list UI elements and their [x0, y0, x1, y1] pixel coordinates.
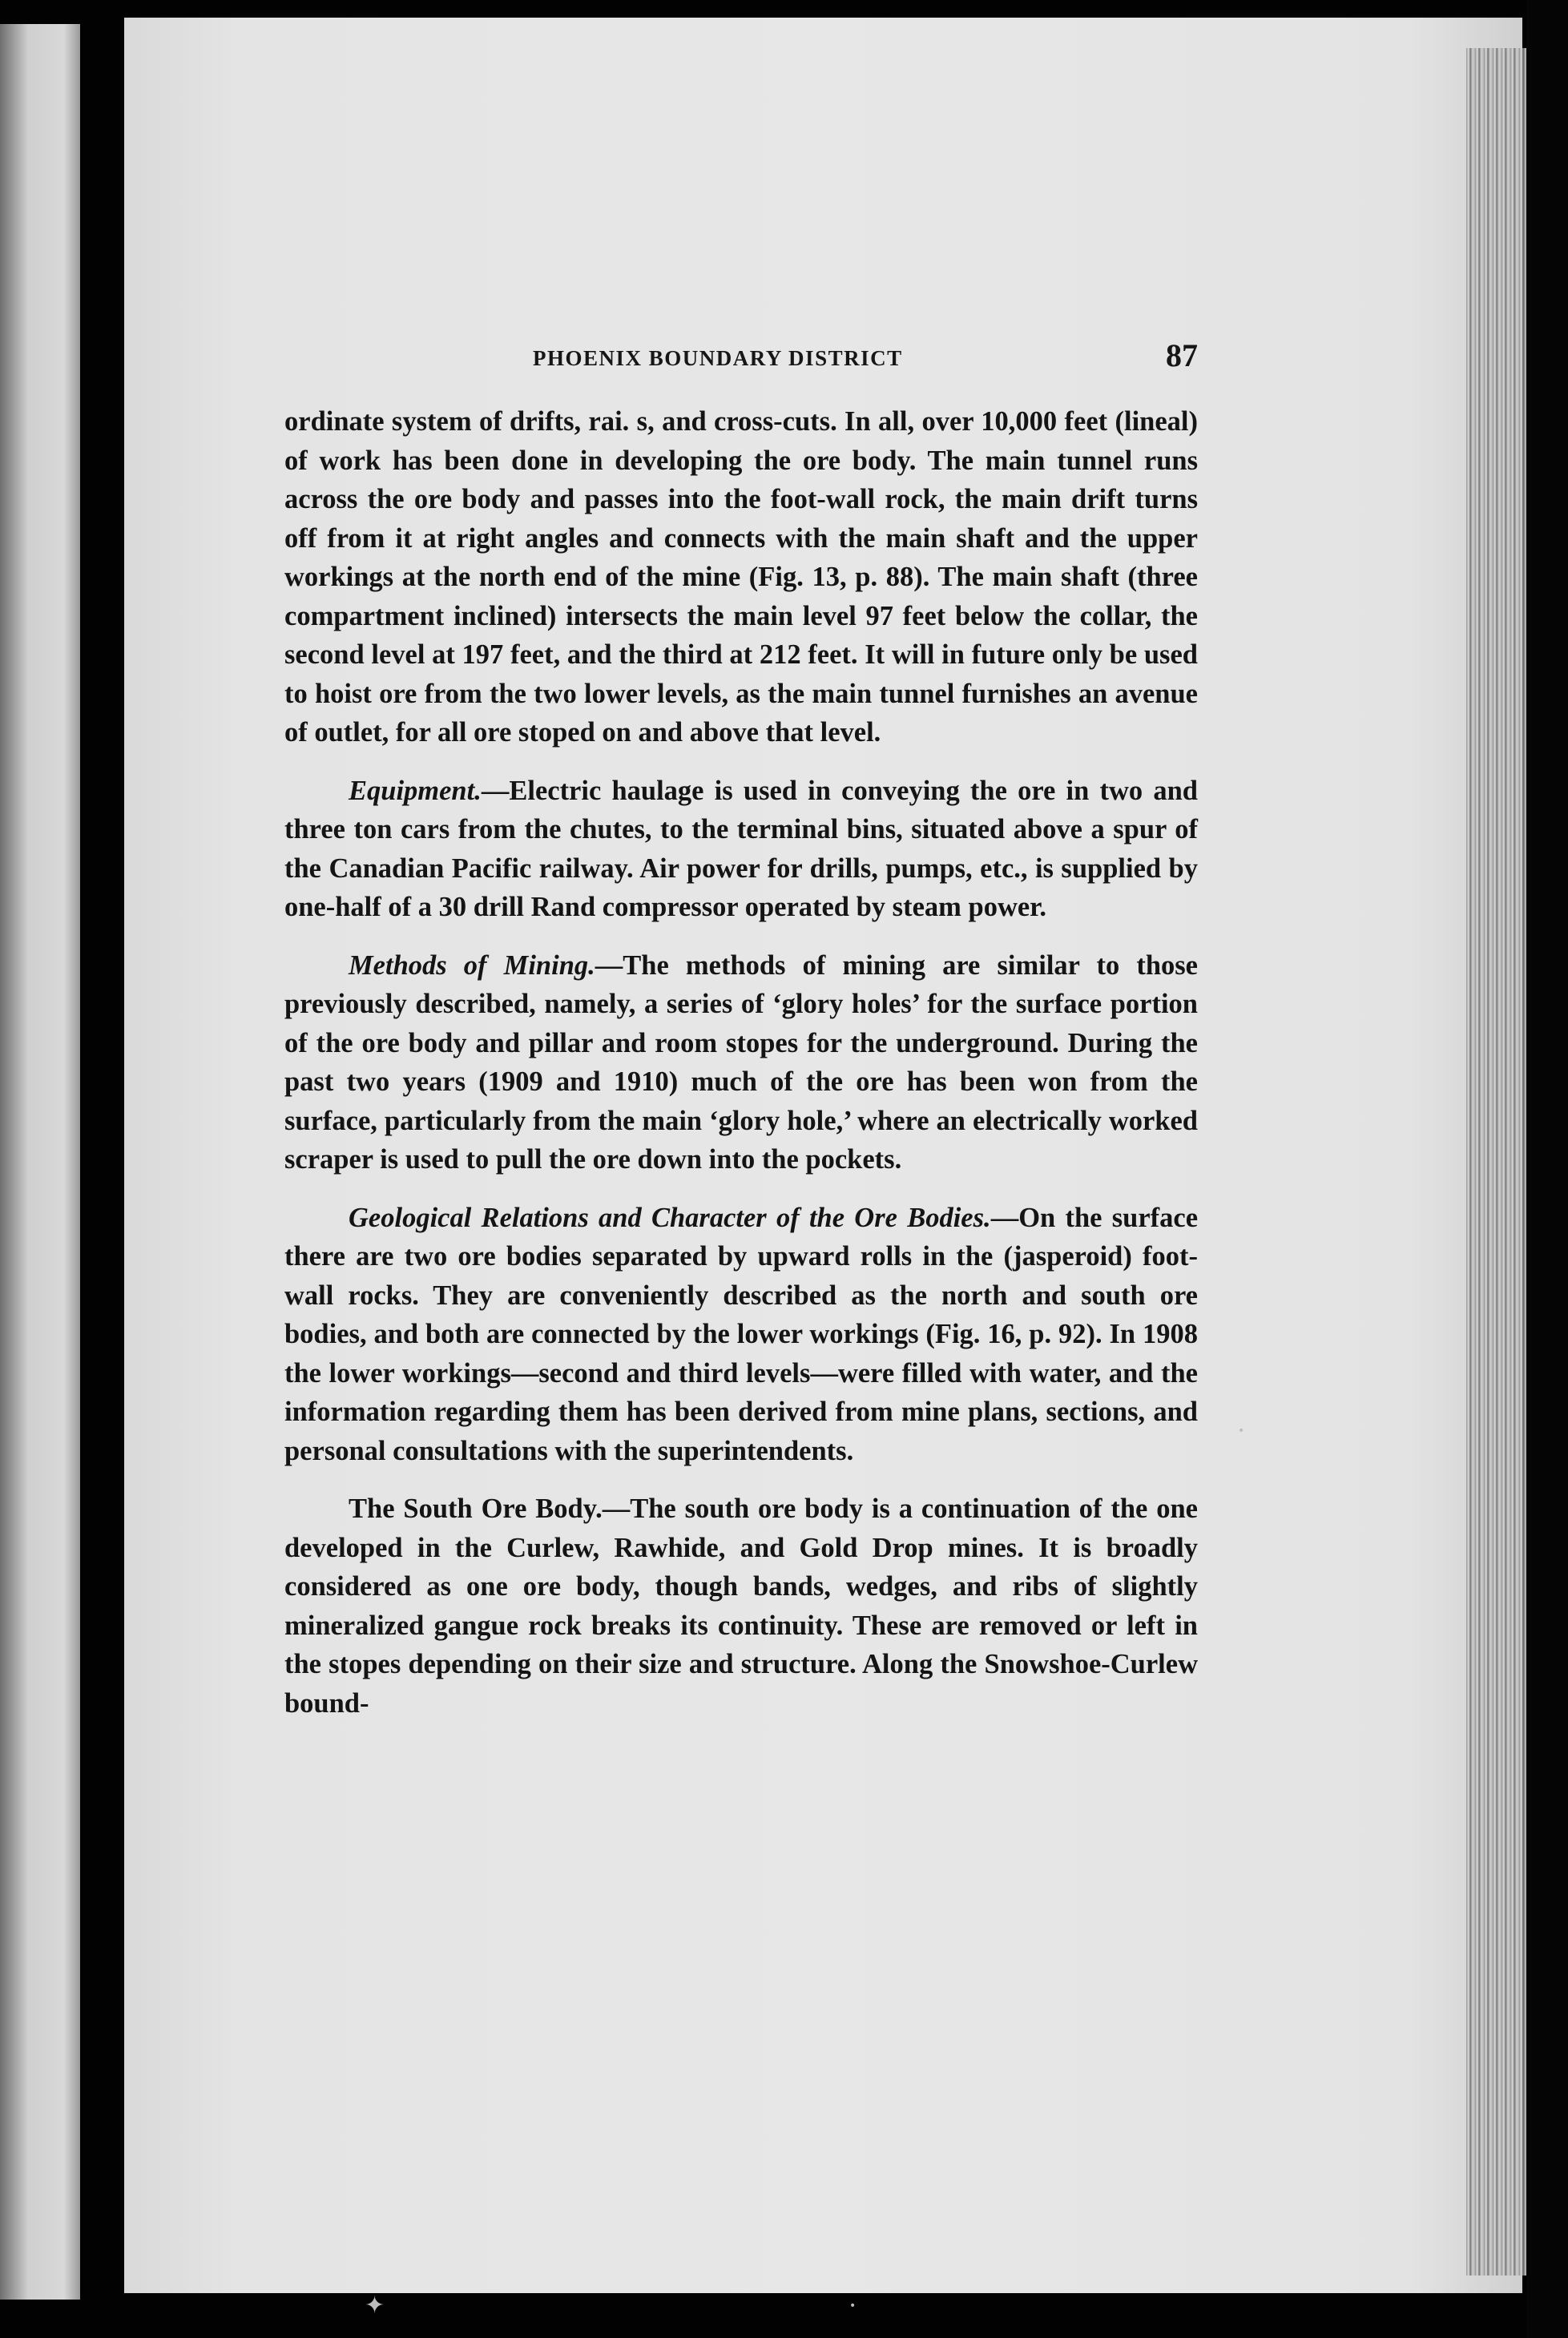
paragraph-text: —Electric haulage is used in conveying the ore in two and three ton cars from the chutes, to the terminal bins, situated above a spur of the Canadian Pacific railway. Air power for drills, pumps, etc., is supplied by one-half of a 30 drill Rand compressor operated by steam power. — [284, 775, 1198, 922]
scan-border — [1526, 0, 1568, 2338]
paragraph — [284, 402, 1198, 752]
paragraph — [284, 1489, 1198, 1723]
dust-speck-icon: • — [1238, 1425, 1245, 1437]
dust-speck-icon: • — [849, 2300, 857, 2312]
page-stack-edge — [1466, 48, 1530, 2276]
paragraph — [284, 946, 1198, 1179]
running-head: PHOENIX BOUNDARY DISTRICT — [533, 346, 903, 370]
paragraph-text: —On the surface there are two ore bodies separated by upward rolls in the (jasperoid) foot-wall rocks. They are conveniently described as the north and south ore bodies, and both are connected by the lower workings (Fig. 16, p. 92). In 1908 the lower workings—second and third levels—were filled with water, and the information regarding them has been derived from mine plans, sections, and personal consultations with the superintendents. — [284, 1202, 1199, 1466]
page-number: 87 — [1166, 337, 1198, 373]
paragraph — [284, 1199, 1198, 1471]
paragraph — [284, 772, 1198, 927]
paragraph-text: ordinate system of drifts, rai. s, and cross-cuts. In all, over 10,000 feet (lineal) of work has been done in developing the ore body. The main tunnel runs across the ore body and passes into the foot-wall rock, the main drift turns off from it at right angles and connects with the main shaft and the upper workings at the north end of the mine (Fig. 13, p. 88). The main shaft (three compartment inclined) intersects the main level 97 feet below the collar, the second level at 197 feet, and the third at 212 feet. It will in future only be used to hoist ore from the two lower levels, as the main tunnel furnishes an avenue of outlet, for all ore stoped on and above that level. — [284, 406, 1198, 748]
dust-speck-icon: ✦ — [365, 2292, 385, 2320]
paragraph-heading: Equipment. — [349, 775, 482, 806]
paragraph-text: The South Ore Body.—The south ore body is a continuation of the one developed in the Curlew, Rawhide, and Gold Drop mines. It is broadly considered as one ore body, though bands, wedges, and ribs of slightly mineralized gangue rock breaks its continuity. These are removed or left in the stopes depending on their size and structure. Along the Snowshoe-Curlew bound- — [284, 1493, 1198, 1719]
paragraph-heading: Geological Relations and Character of the Ore Bodies. — [349, 1202, 991, 1233]
paragraph-heading: Methods of Mining. — [349, 949, 595, 981]
page-header — [284, 337, 1198, 378]
paragraph-text: —The methods of mining are similar to those previously described, namely, a series of ‘glory holes’ for the surface portion of the ore body and pillar and room stopes for the underground. During the past two years (1909 and 1910) much of the ore has been won from the surface, particularly from the main ‘glory hole,’ where an electrically worked scraper is used to pull the ore down into the pockets. — [284, 949, 1198, 1175]
body-text — [284, 402, 1198, 1742]
adjacent-page-edge — [0, 24, 80, 2300]
